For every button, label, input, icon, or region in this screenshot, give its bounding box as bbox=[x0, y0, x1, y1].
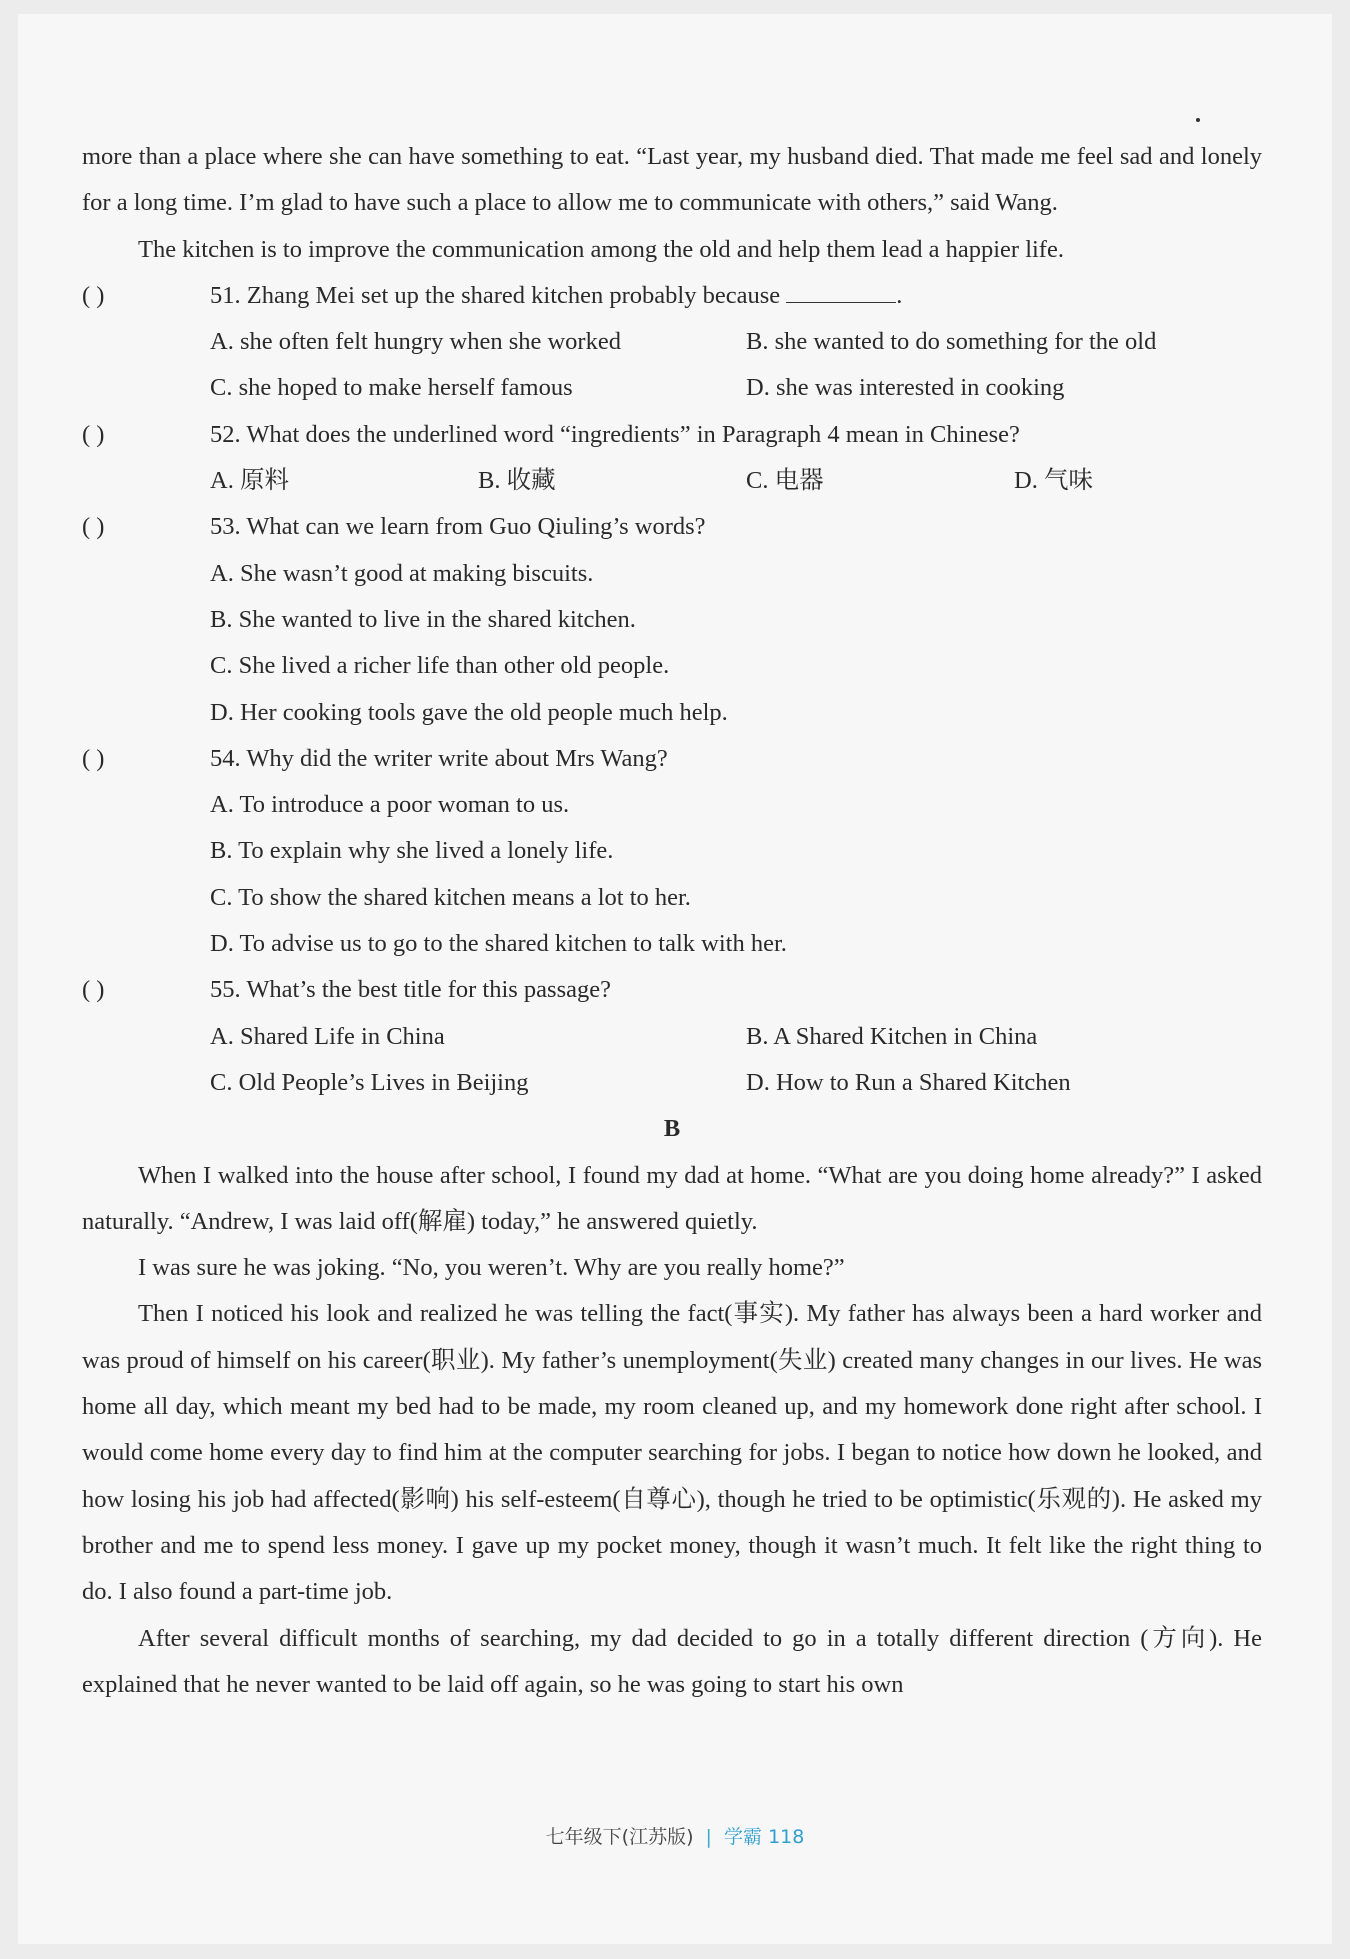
question-number: 52. bbox=[210, 420, 241, 448]
passage-paragraph: Then I noticed his look and realized he was telling the fact(事实). My father has always been a hard worker and was proud of himself on his career(职业). My father’s unemployment(失业) created many changes in our lives. He was home all day, which meant my bed had to be made, my room cleaned up, and my homework done right after school. I would come home every day to find him at the computer searching for jobs. I began to notice how down he looked, and how losing his job had affected(影响) his self-esteem(自尊心), though he tried to be optimistic(乐观的). He asked my brother and me to spend less money. I gave up my pocket money, though it wasn’t much. It felt like the right thing to do. I also found a part-time job. bbox=[82, 1300, 1262, 1606]
option-a[interactable]: A. She wasn’t good at making biscuits. bbox=[210, 559, 594, 587]
question-stem: What does the underlined word “ingredients” in Paragraph 4 mean in Chinese? bbox=[246, 420, 1020, 448]
question-stem: What’s the best title for this passage? bbox=[246, 976, 611, 1004]
option-d[interactable]: D. To advise us to go to the shared kitchen to talk with her. bbox=[210, 930, 787, 958]
option-d[interactable]: D. Her cooking tools gave the old people much help. bbox=[210, 698, 728, 726]
options-row bbox=[82, 365, 1262, 411]
options-row bbox=[82, 1060, 1262, 1106]
option-b[interactable]: B. She wanted to live in the shared kitchen. bbox=[210, 605, 636, 633]
option-a[interactable]: A. she often felt hungry when she worked bbox=[210, 328, 621, 356]
passage-paragraph: more than a place where she can have something to eat. “Last year, my husband died. That made me feel sad and lonely for a long time. I’m glad to have such a place to allow me to communicate with others,” said Wang. bbox=[82, 143, 1262, 217]
option-d[interactable]: D. she was interested in cooking bbox=[746, 374, 1065, 402]
option-b[interactable]: B. To explain why she lived a lonely life. bbox=[210, 837, 614, 865]
question-stem: Why did the writer write about Mrs Wang? bbox=[246, 744, 668, 772]
footer-grade: 七年级下(江苏版) bbox=[545, 1826, 694, 1848]
option-d[interactable]: D. How to Run a Shared Kitchen bbox=[746, 1068, 1071, 1096]
footer-separator: | bbox=[705, 1826, 712, 1848]
answer-paren[interactable]: ( ) bbox=[82, 420, 105, 448]
option-c[interactable]: C. Old People’s Lives in Beijing bbox=[210, 1068, 529, 1096]
answer-paren[interactable]: ( ) bbox=[82, 513, 105, 541]
answer-paren[interactable]: ( ) bbox=[82, 281, 105, 309]
option-b[interactable]: B. 收藏 bbox=[478, 467, 556, 495]
question-51 bbox=[82, 273, 1262, 319]
passage-paragraph: When I walked into the house after school, I found my dad at home. “What are you doing home already?” I asked naturally. “Andrew, I was laid off(解雇) today,” he answered quietly. bbox=[82, 1161, 1262, 1235]
question-stem-end: . bbox=[896, 281, 903, 309]
option-b[interactable]: B. A Shared Kitchen in China bbox=[746, 1022, 1038, 1050]
print-speck bbox=[1196, 118, 1200, 122]
page-number: 118 bbox=[768, 1826, 805, 1848]
answer-blank[interactable] bbox=[786, 276, 896, 303]
passage-paragraph: I was sure he was joking. “No, you weren’t. Why are you really home?” bbox=[138, 1254, 845, 1282]
options-row bbox=[82, 319, 1262, 365]
page-content bbox=[82, 134, 1262, 1708]
answer-paren[interactable]: ( ) bbox=[82, 976, 105, 1004]
passage-paragraph: The kitchen is to improve the communication among the old and help them lead a happier life. bbox=[138, 235, 1064, 263]
question-stem: Zhang Mei set up the shared kitchen probably because bbox=[246, 281, 781, 309]
question-54 bbox=[82, 736, 1262, 782]
question-stem: What can we learn from Guo Qiuling’s words? bbox=[246, 513, 706, 541]
option-a[interactable]: A. 原料 bbox=[210, 467, 289, 495]
question-number: 54. bbox=[210, 744, 241, 772]
question-52 bbox=[82, 412, 1262, 458]
option-b[interactable]: B. she wanted to do something for the old bbox=[746, 328, 1157, 356]
passage-paragraph: After several difficult months of searching, my dad decided to go in a totally different direction (方向). He explained that he never wanted to be laid off again, so he was going to start his own bbox=[82, 1624, 1262, 1698]
footer-brand: 学霸 bbox=[724, 1826, 763, 1848]
page-footer bbox=[0, 1822, 1350, 1849]
question-number: 51. bbox=[210, 281, 241, 309]
options-row bbox=[82, 458, 1262, 504]
question-53 bbox=[82, 504, 1262, 550]
option-a[interactable]: A. To introduce a poor woman to us. bbox=[210, 791, 570, 819]
question-number: 53. bbox=[210, 513, 241, 541]
option-c[interactable]: C. To show the shared kitchen means a lot to her. bbox=[210, 883, 691, 911]
question-55 bbox=[82, 967, 1262, 1013]
option-c[interactable]: C. she hoped to make herself famous bbox=[210, 374, 573, 402]
option-c[interactable]: C. She lived a richer life than other old people. bbox=[210, 652, 670, 680]
option-d[interactable]: D. 气味 bbox=[1014, 467, 1093, 495]
option-a[interactable]: A. Shared Life in China bbox=[210, 1022, 445, 1050]
options-row bbox=[82, 1014, 1262, 1060]
question-number: 55. bbox=[210, 976, 241, 1004]
section-heading: B bbox=[663, 1115, 681, 1143]
answer-paren[interactable]: ( ) bbox=[82, 744, 105, 772]
option-c[interactable]: C. 电器 bbox=[746, 467, 824, 495]
